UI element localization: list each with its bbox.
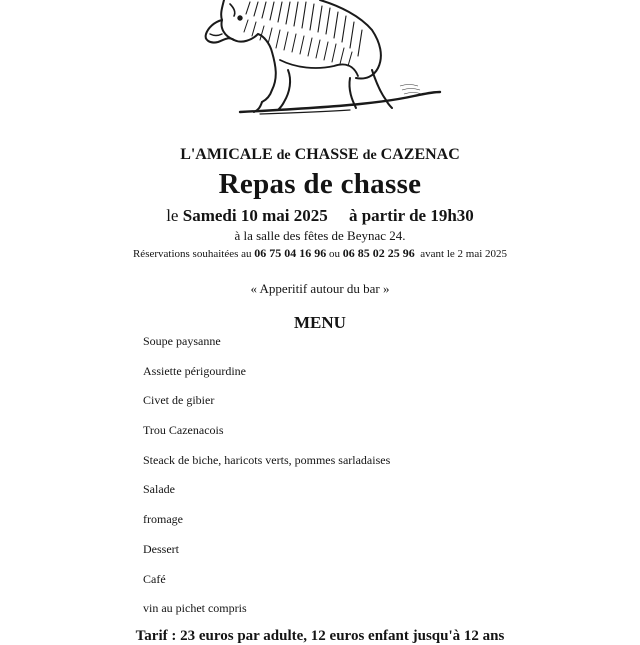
menu-item: Assiette périgourdine (143, 363, 246, 378)
org-de-2: de (362, 148, 377, 163)
menu-item: Salade (143, 482, 175, 497)
organizer-line (0, 146, 640, 164)
event-title: Repas de chasse (218, 168, 422, 200)
event-date-line (0, 206, 640, 226)
menu-item: fromage (143, 512, 183, 527)
menu-item: vin au pichet compris (143, 601, 247, 616)
aperitif-note: « Apperitif autour du bar » (250, 281, 390, 296)
reservation-line (0, 246, 640, 261)
org-chasse: CHASSE (294, 146, 359, 163)
tarif-line: Tarif : 23 euros par adulte, 12 euros enfant jusqu'à 12 ans (135, 628, 505, 644)
event-date: Samedi 10 mai 2025 (182, 206, 328, 225)
reservation-deadline: avant le 2 mai 2025 (420, 248, 508, 260)
phone-1: 06 75 04 16 96 (254, 246, 327, 260)
org-prefix: L'AMICALE (180, 146, 273, 163)
date-prefix: le (166, 206, 179, 225)
menu-list (143, 331, 390, 628)
menu-item: Civet de gibier (143, 393, 215, 408)
menu-title: MENU (294, 313, 346, 332)
reservation-or: ou (329, 248, 340, 260)
menu-item: Dessert (143, 541, 179, 556)
event-time: à partir de 19h30 (348, 206, 474, 225)
wild-boar-icon (200, 0, 450, 116)
menu-item: Steack de biche, haricots verts, pommes sarladaises (143, 452, 391, 467)
org-de-1: de (276, 148, 291, 163)
org-place: CAZENAC (380, 146, 460, 163)
menu-item: Soupe paysanne (143, 334, 221, 348)
event-venue: à la salle des fêtes de Beynac 24. (234, 228, 406, 243)
menu-item: Trou Cazenacois (143, 423, 224, 438)
menu-item: Café (143, 571, 166, 586)
reservation-label: Réservations souhaitées au (132, 248, 252, 260)
phone-2: 06 85 02 25 96 (342, 246, 415, 260)
